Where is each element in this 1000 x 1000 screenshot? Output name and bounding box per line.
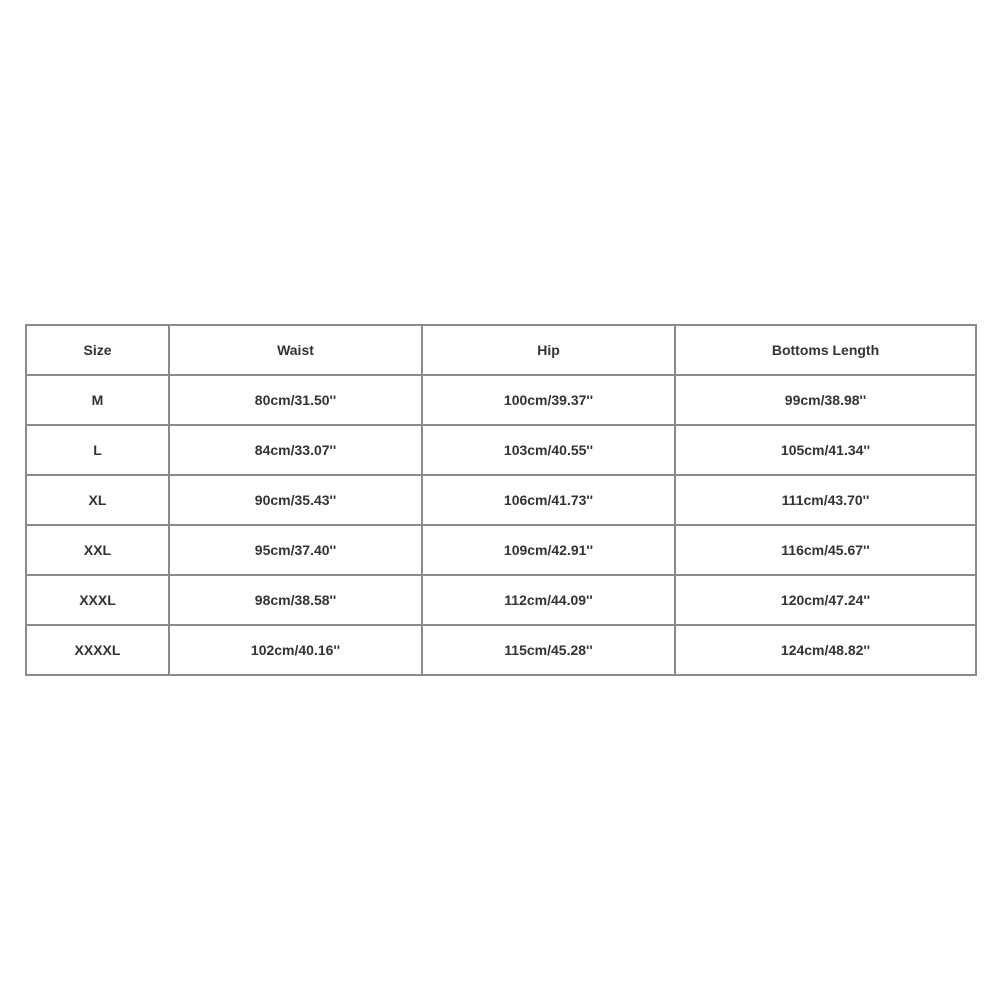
cell-waist: 98cm/38.58'' [169, 575, 422, 625]
cell-hip: 112cm/44.09'' [422, 575, 675, 625]
cell-bottoms-length: 99cm/38.98'' [675, 375, 976, 425]
cell-hip: 106cm/41.73'' [422, 475, 675, 525]
cell-size: M [26, 375, 169, 425]
cell-waist: 95cm/37.40'' [169, 525, 422, 575]
table-row [26, 525, 976, 575]
cell-bottoms-length: 111cm/43.70'' [675, 475, 976, 525]
header-hip: Hip [422, 325, 675, 375]
cell-bottoms-length: 124cm/48.82'' [675, 625, 976, 675]
cell-hip: 109cm/42.91'' [422, 525, 675, 575]
table-row [26, 575, 976, 625]
table-row [26, 425, 976, 475]
table-row [26, 375, 976, 425]
cell-hip: 100cm/39.37'' [422, 375, 675, 425]
cell-bottoms-length: 105cm/41.34'' [675, 425, 976, 475]
header-waist: Waist [169, 325, 422, 375]
cell-hip: 103cm/40.55'' [422, 425, 675, 475]
cell-size: L [26, 425, 169, 475]
cell-waist: 102cm/40.16'' [169, 625, 422, 675]
cell-waist: 90cm/35.43'' [169, 475, 422, 525]
header-size: Size [26, 325, 169, 375]
cell-size: XXL [26, 525, 169, 575]
table-row [26, 625, 976, 675]
cell-size: XXXXL [26, 625, 169, 675]
cell-bottoms-length: 116cm/45.67'' [675, 525, 976, 575]
cell-size: XL [26, 475, 169, 525]
size-chart-table [25, 324, 977, 676]
cell-hip: 115cm/45.28'' [422, 625, 675, 675]
table-row [26, 475, 976, 525]
cell-bottoms-length: 120cm/47.24'' [675, 575, 976, 625]
header-bottoms-length: Bottoms Length [675, 325, 976, 375]
table-header-row [26, 325, 976, 375]
cell-size: XXXL [26, 575, 169, 625]
cell-waist: 80cm/31.50'' [169, 375, 422, 425]
cell-waist: 84cm/33.07'' [169, 425, 422, 475]
